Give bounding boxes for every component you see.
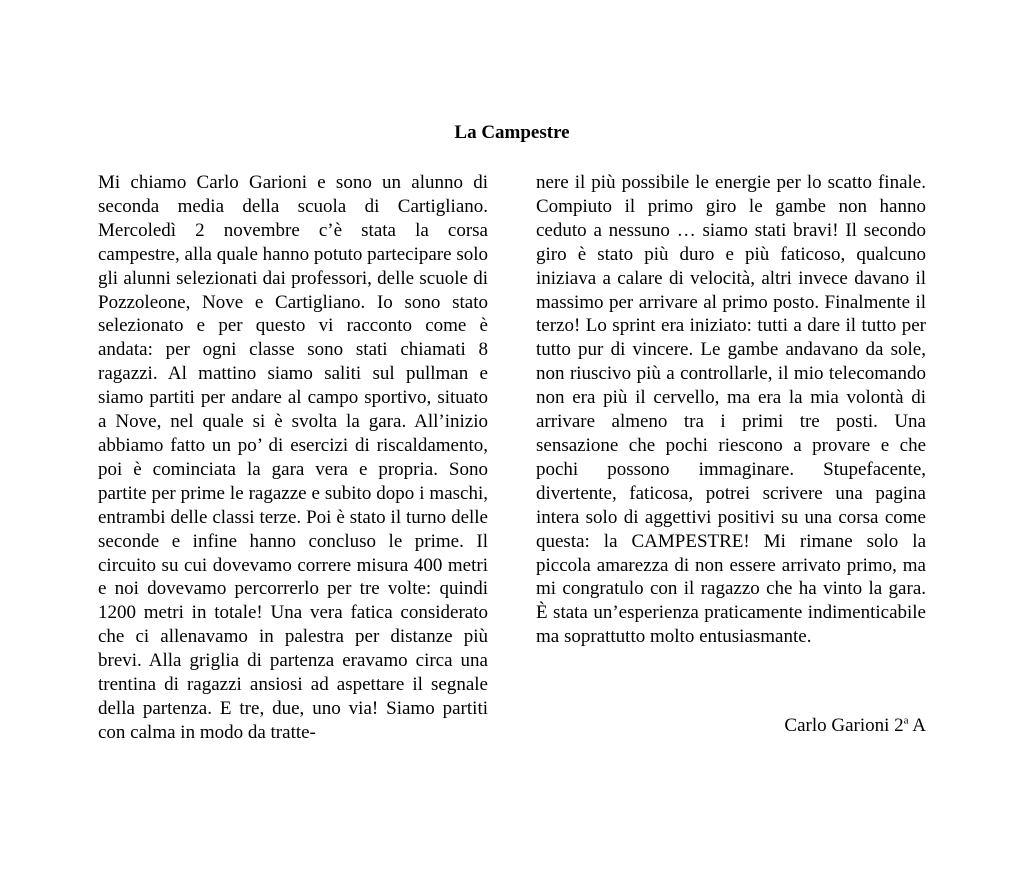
author-signature — [536, 714, 926, 738]
text-column-right — [536, 171, 926, 649]
paragraph-left: Mi chiamo Carlo Garioni e sono un alunno di seconda media della scuola di Cartigliano. Mercoledì 2 novembre c’è stata la corsa campestre, alla quale hanno potuto partecipare solo gli alunni selezionati dai professori, delle scuole di Pozzoleone, Nove e Cartigliano. Io sono stato selezionato e per questo vi racconto come è andata: per ogni classe sono stati chiamati 8 ragazzi. Al mattino siamo saliti sul pullman e siamo partiti per andare al campo sportivo, situato a Nove, nel quale si è svolta la gara. All’inizio abbiamo fatto un po’ di esercizi di riscaldamento, poi è cominciata la gara vera e propria. Sono partite per prime le ragazze e subito dopo i maschi, entrambi delle classi terze. Poi è stato il turno delle seconde e infine hanno concluso le prime. Il circuito su cui dovevamo correre misura 400 metri e noi dovevamo percorrerlo per tre volte: quindi 1200 metri in totale! Una vera fatica considerato che ci allenavamo in palestra per distanze più brevi. Alla griglia di partenza eravamo circa una trentina di ragazzi ansiosi ad aspettare il segnale della partenza. E tre, due, uno via! Siamo partiti con calma in modo da tratte- — [98, 172, 488, 743]
signature-class: A — [908, 715, 926, 736]
signature-name: Carlo Garioni 2 — [784, 715, 904, 736]
paragraph-right: nere il più possibile le energie per lo scatto finale. Compiuto il primo giro le gambe non hanno ceduto a nessuno … siamo stati bravi! Il secondo giro è stato più duro e più faticoso, qualcuno iniziava a calare di velocità, altri invece davano il massimo per arrivare al primo posto. Finalmente il terzo! Lo sprint era iniziato: tutti a dare il tutto per tutto pur di vincere. Le gambe andavano da sole, non riuscivo più a controllarle, il mio telecomando non era più il cervello, ma era la mia volontà di arrivare almeno tra i primi tre posti. Una sensazione che pochi riescono a provare e che pochi possono immaginare. Stupefacente, divertente, faticosa, potrei scrivere una pagina intera solo di aggettivi positivi su una corsa come questa: la CAMPESTRE! Mi rimane solo la piccola amarezza di non essere arrivato primo, ma mi congratulo con il ragazzo che ha vinto la gara. È stata un’esperienza praticamente indimenticabile ma soprattutto molto entusiasmante. — [536, 172, 926, 648]
text-column-left — [98, 171, 488, 745]
signature-superscript: a — [903, 714, 909, 727]
document-title: La Campestre — [454, 122, 570, 143]
